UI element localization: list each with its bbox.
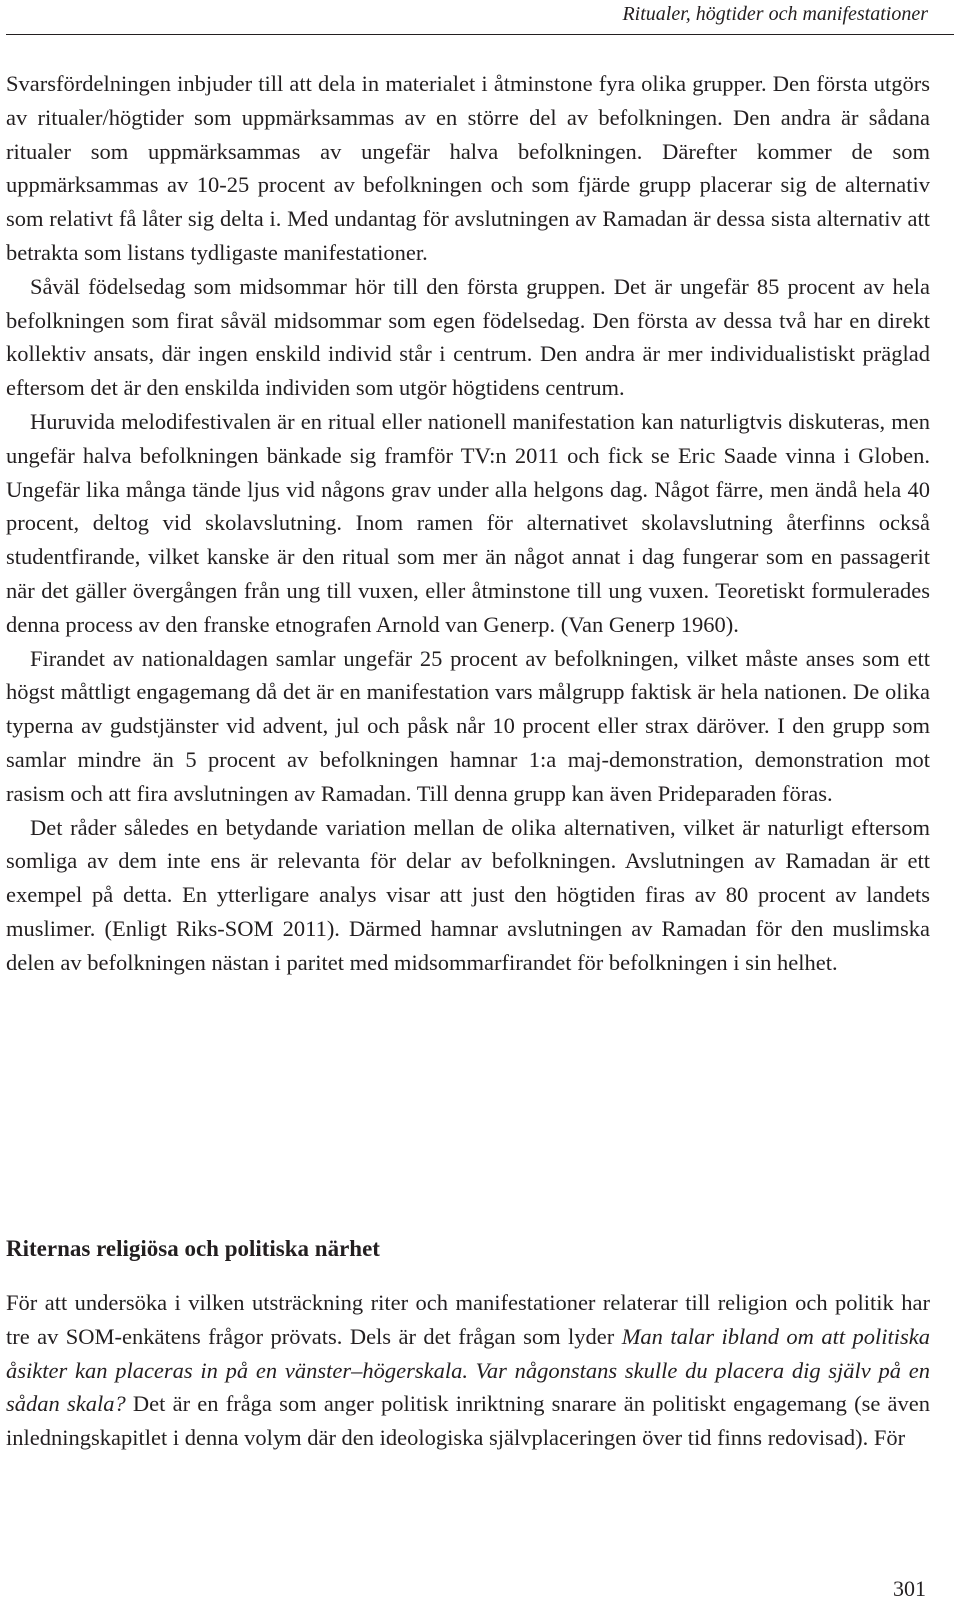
paragraph: Huruvida melodifestivalen är en ritual eller nationell manifestation kan naturligtvis diskuteras, men ungefär halva befolkningen bänkade sig framför TV:n 2011 och fick se Eric Saade vinna i Globen. Ungefär lika många tände ljus vid någons grav under alla helgons dag. Något färre, men ändå hela 40 procent, deltog vid skolavslutning. Inom ramen för alternativet skolavslutning återfinns också studentfirande, vilket kanske är den ritual som mer än något annat i dag fungerar som en passagerit när det gäller övergången från ung till vuxen, eller åtminstone till ung vuxen. Teoretiskt formulerades denna process av den franske etnografen Arnold van Generp. (Van Generp 1960). xyxy=(6,408,930,637)
paragraph: Firandet av nationaldagen samlar ungefär 25 procent av befolkningen, vilket måste anses som ett högst måttligt engagemang då det är en manifestation vars målgrupp faktisk är hela nationen. De olika typerna av gudstjänster vid advent, jul och påsk når 10 procent eller strax däröver. I den grupp som samlar mindre än 5 procent av befolkningen hamnar 1:a maj-demonstration, demonstration mot rasism och att fira avslutningen av Ramadan. Till denna grupp kan även Prideparaden föras. xyxy=(6,645,930,806)
section-text-start: För att undersöka i vilken utsträckning riter och manifestationer relaterar till religion och politik har tre av SOM-enkätens frågor prövats. Dels är det frågan som lyder xyxy=(6,1290,930,1349)
running-head: Ritualer, högtider och manifestationer xyxy=(622,3,928,25)
section-text-end: Det är en fråga som anger politisk inriktning snarare än politiskt engagemang (se även inledningskapitlet i denna volym där den ideologiska självplaceringen över tid finns redovisad). För xyxy=(6,1391,931,1451)
section-text xyxy=(6,1286,930,1455)
paragraph: Det råder således en betydande variation mellan de olika alternativen, vilket är naturligt eftersom somliga av dem inte ens är relevanta för delar av befolkningen. Avslutningen av Ramadan är ett exempel på detta. En ytterligare analys visar att just den högtiden firas av 80 procent av landets muslimer. (Enligt Riks-SOM 2011). Därmed hamnar avslutningen av Ramadan för den muslimska delen av befolkningen nästan i paritet med midsommarfirandet för befolkningen i sin helhet. xyxy=(6,814,930,975)
paragraph: Såväl födelsedag som midsommar hör till den första gruppen. Det är ungefär 85 procent av hela befolkningen som firat såväl midsommar som egen födelsedag. Den första av dessa två har en direkt kollektiv ansats, där ingen enskild individ står i centrum. Den andra är mer individualistiskt präglad eftersom det är den enskilda individen som utgör högtidens centrum. xyxy=(6,273,930,401)
section-heading: Riternas religiösa och politiska närhet xyxy=(6,1236,380,1261)
body-text xyxy=(6,67,930,980)
paragraph: Svarsfördelningen inbjuder till att dela in materialet i åtminstone fyra olika grupper. Den första utgörs av ritualer/högtider som uppmärksammas av en större del av befolkningen. Den andra är sådana ritualer som uppmärksammas av ungefär halva befolkningen. Därefter kommer de som uppmärksammas av 10-25 procent av befolkningen och som fjärde grupp placerar sig de alternativ som relativt få låter sig delta i. Med undantag för avslutningen av Ramadan är dessa sista alternativ att betrakta som listans tydligaste manifestationer. xyxy=(6,71,930,265)
survey-question-quote: Man talar ibland om att politiska åsikter kan placeras in på en vänster–högerskala. Var någonstans skulle du placera dig själv på en sådan skala? xyxy=(6,1323,930,1417)
section-paragraph xyxy=(6,1286,930,1455)
header-rule xyxy=(6,34,954,35)
page-number: 301 xyxy=(893,1576,926,1601)
